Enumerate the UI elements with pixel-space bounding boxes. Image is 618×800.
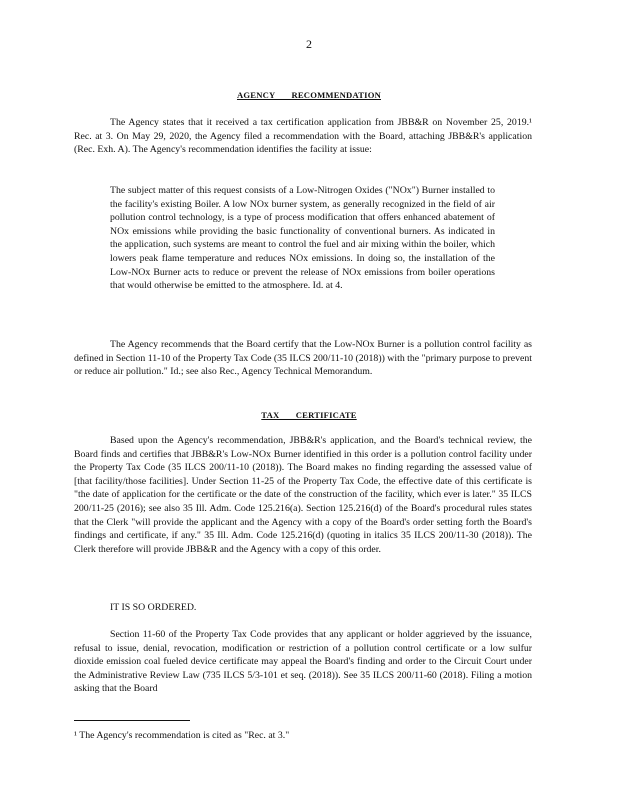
certificate-paragraph: Based upon the Agency's recommendation, JBB&R's application, and the Board's technical review, the Board finds and certifies that JBB&R's Low-NOx Burner identified in this order is a pollution control facility under the Property Tax Code (35 ILCS 200/11-10 (2018)). The Board makes no finding regarding the assessed value of [that facility/those facilities]. Under Section 11-25 of the Property Tax Code, the effective date of this certificate is "the date of application for the certificate or the date of the construction of the facility, which ever is later." 35 ILCS 200/11-25 (2016); see also 35 Ill. Adm. Code 125.216(a). Section 125.216(d) of the Board's procedural rules states that the Clerk "will provide the applicant and the Agency with a copy of the Board's order setting forth the Board's findings and certificate, if any." 35 Ill. Adm. Code 125.216(d) (quoting in italics 35 ILCS 200/11-30 (2018)). The Clerk therefore will provide JBB&R and the Agency with a copy of this order. [74,435,532,555]
footnote: ¹ The Agency's recommendation is cited as "Rec. at 3." [74,730,290,741]
order-statement: IT IS SO ORDERED. [110,602,197,613]
recommendation-paragraph: The Agency recommends that the Board certify that the Low-NOx Burner is a pollution control facility as defined in Section 11-10 of the Property Tax Code (35 ILCS 200/11-10 (2018)) with the "primary purpose to prevent or reduce air pollution." Id.; see also Rec., Agency Technical Memorandum. [74,339,532,378]
agency-recommendation-heading: AGENCY RECOMMENDATION [236,90,381,100]
footnote-divider [74,720,190,721]
intro-paragraph: The Agency states that it received a tax certification application from JBB&R on November 25, 2019.¹ Rec. at 3. On May 29, 2020, the Agency filed a recommendation with the Board, attaching JBB&R's application (Rec. Exh. A). The Agency's recommendation identifies the facility at issue: [74,117,532,156]
appeal-paragraph: Section 11-60 of the Property Tax Code provides that any applicant or holder aggrieved by the issuance, refusal to issue, denial, revocation, modification or restriction of a pollution control certificate or a low sulfur dioxide emission coal fueled device certificate may appeal the Board's finding and order to the Circuit Court under the Administrative Review Law (735 ILCS 5/3-101 et seq. (2018)). See 35 ILCS 200/11-60 (2018). Filing a motion asking that the Board [74,629,532,695]
tax-certificate-heading: TAX CERTIFICATE [261,410,357,420]
page-number: 2 [306,37,312,51]
recommendation-block-quote: The subject matter of this request consists of a Low-Nitrogen Oxides ("NOx") Burner installed to the facility's existing Boiler. A low NOx burner system, as generally recognized in the field of air pollution control technology, is a type of process modification that offers enhanced abatement of NOx emissions while providing the basic functionality of conventional burners. As indicated in the application, such systems are meant to control the fuel and air mixing within the boiler, which lowers peak flame temperature and reduces NOx emissions. In doing so, the installation of the Low-NOx Burner acts to reduce or prevent the release of NOx emissions from boiler operations that would otherwise be emitted to the atmosphere. Id. at 4. [110,185,495,292]
